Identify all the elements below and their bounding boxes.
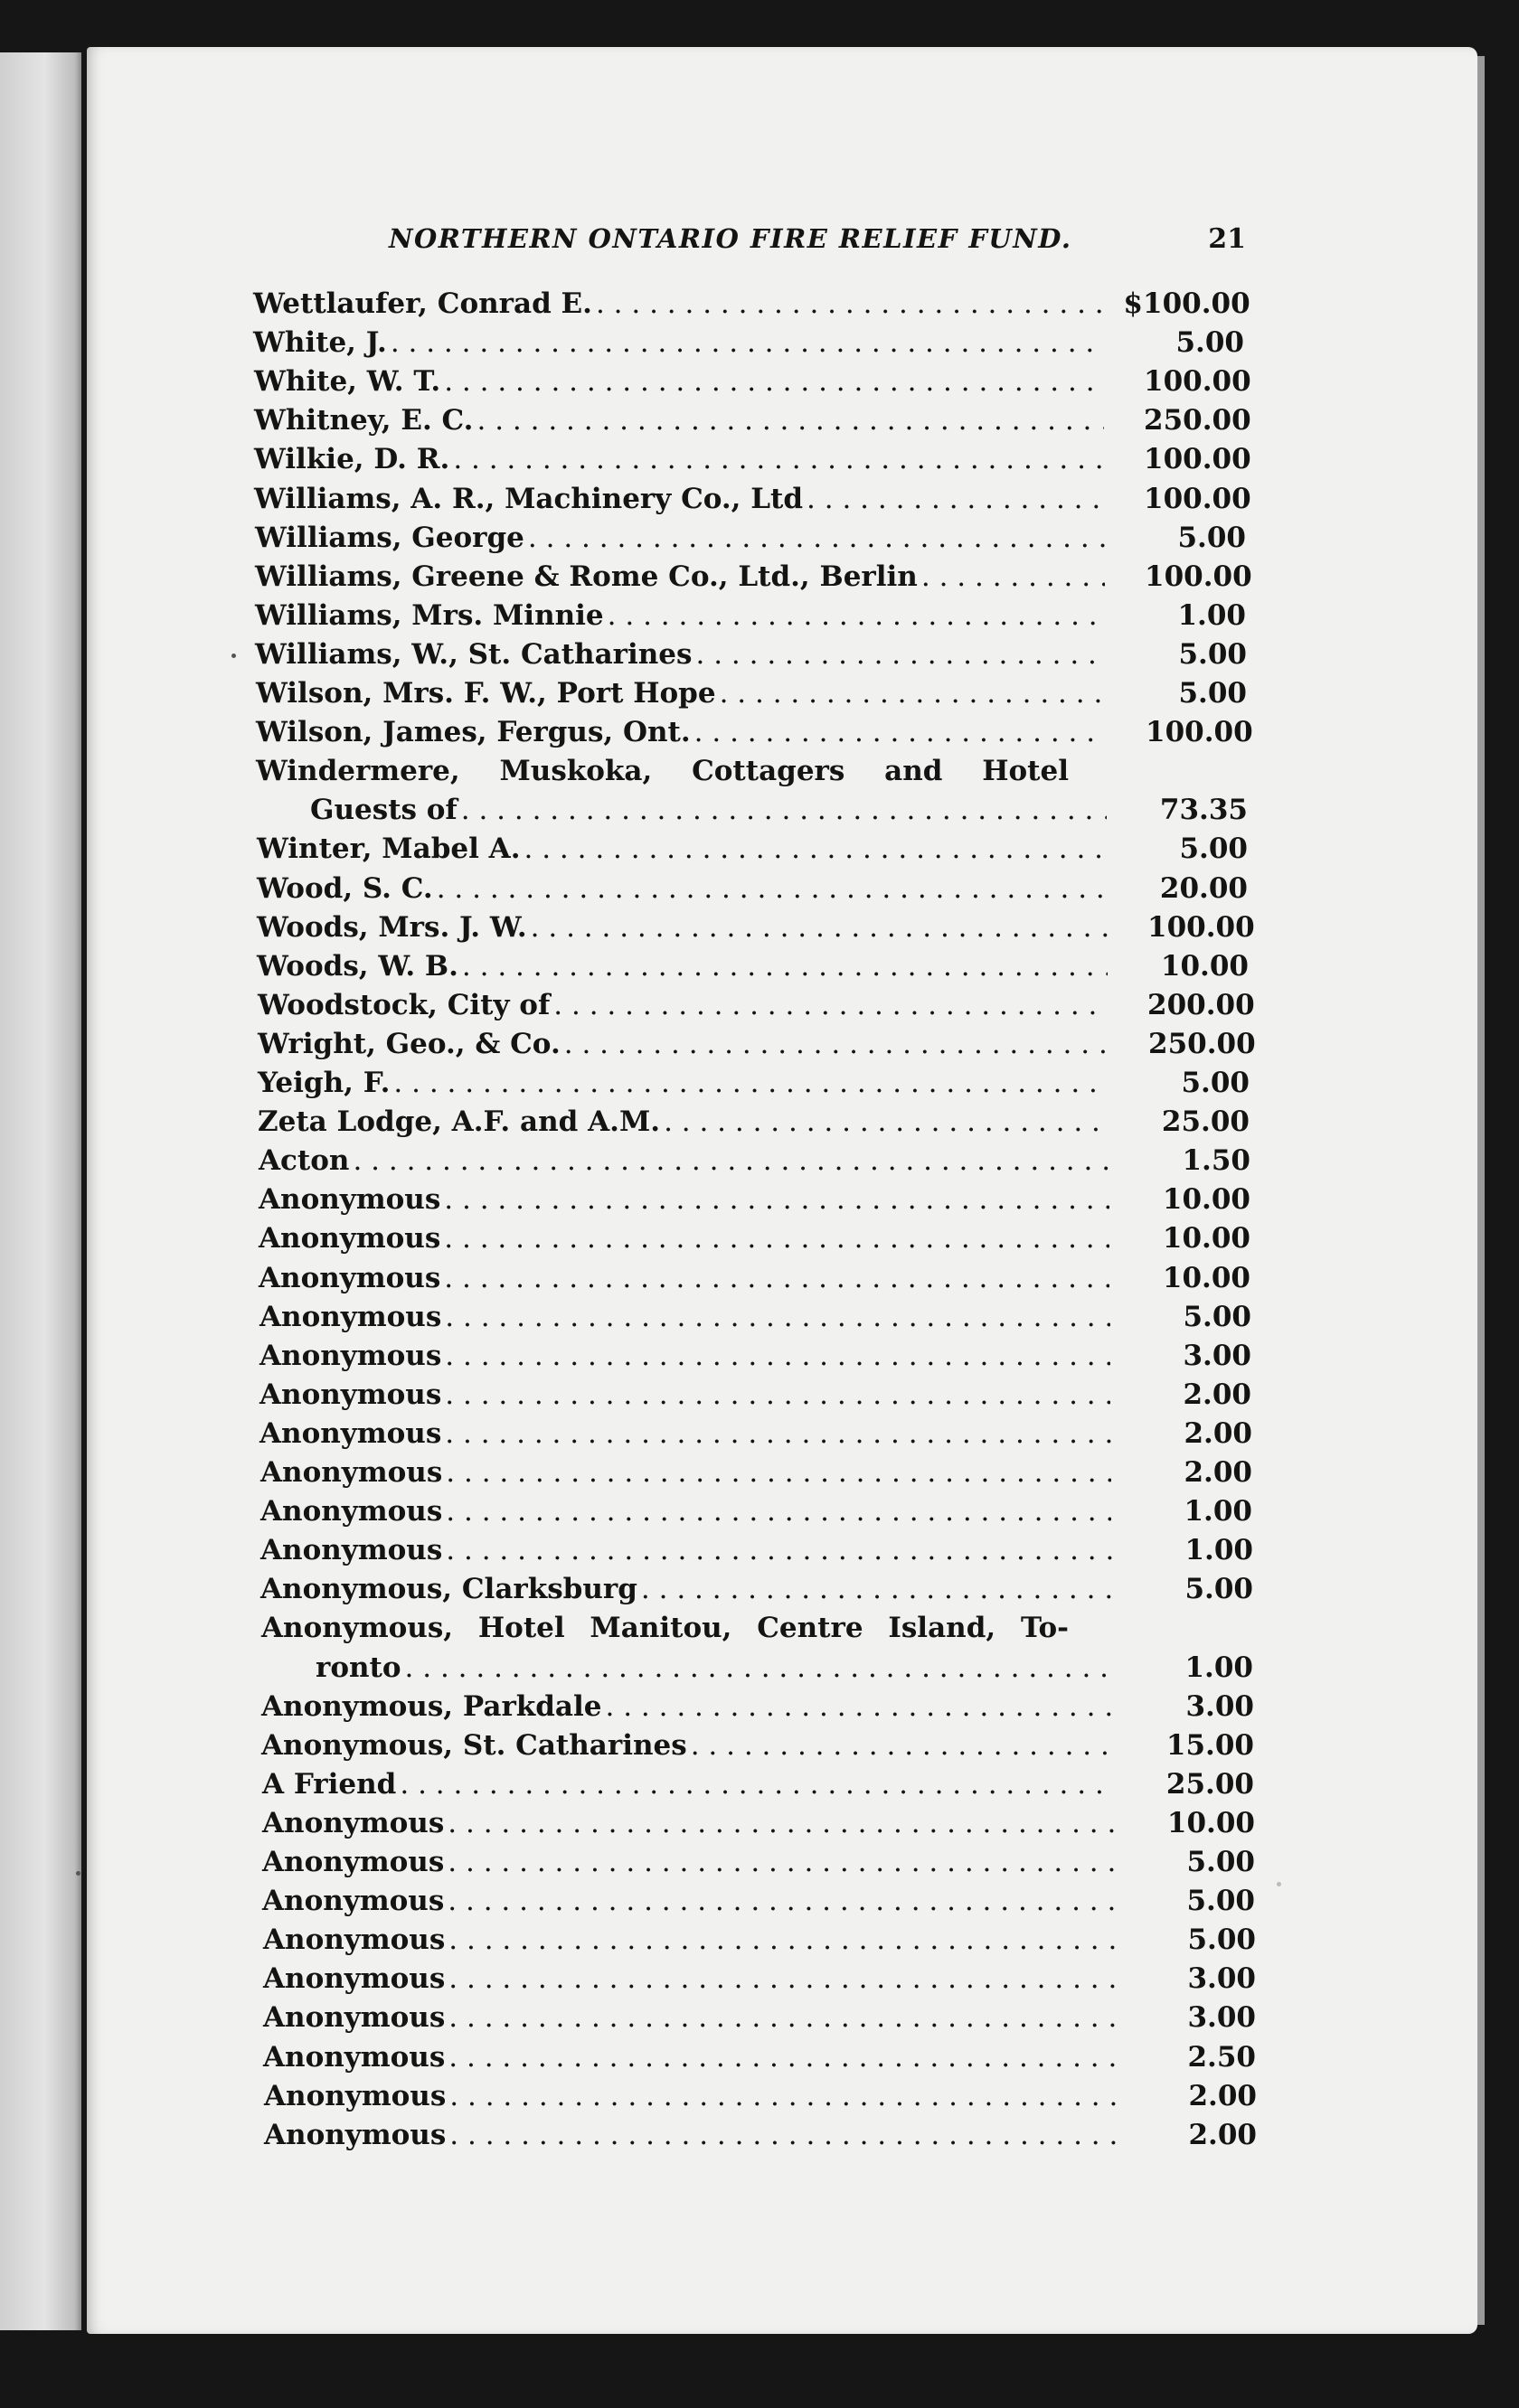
entry-name: Anonymous (260, 1534, 443, 1566)
entry-name: Wilkie, D. R. (254, 443, 450, 475)
entry-amount: 5.00 (1178, 677, 1247, 710)
entry-amount: 100.00 (1144, 365, 1251, 398)
entry-amount: 2.00 (1188, 2080, 1257, 2112)
dot-leader (448, 2001, 1115, 2037)
list-item (264, 2080, 1257, 2116)
list-item (263, 1962, 1256, 1999)
dot-leader (528, 522, 1105, 558)
list-item (255, 560, 1252, 597)
entry-amount: 10.00 (1160, 950, 1249, 983)
entry-name: Anonymous (263, 2001, 446, 2034)
entry-amount: 5.00 (1177, 522, 1246, 554)
dot-leader (448, 1846, 1114, 1882)
list-item (258, 1105, 1250, 1142)
entry-amount: 2.00 (1183, 1378, 1251, 1411)
dot-leader (524, 832, 1107, 869)
dot-leader (461, 794, 1107, 830)
dot-leader (444, 1262, 1109, 1298)
dot-leader (553, 989, 1108, 1025)
dot-leader (641, 1573, 1112, 1609)
list-item (259, 1340, 1251, 1376)
entry-name: Woods, W. B. (257, 950, 458, 983)
currency-symbol: $ (1123, 287, 1143, 320)
dot-leader (596, 287, 1105, 324)
dot-leader (391, 326, 1103, 362)
scan-speck (231, 654, 236, 658)
entry-name: Acton (259, 1144, 350, 1177)
entry-amount: 5.00 (1186, 1846, 1255, 1878)
entry-name: Anonymous (259, 1417, 442, 1450)
list-item (254, 443, 1251, 479)
list-item (264, 2119, 1257, 2155)
entry-name: Anonymous (259, 1262, 441, 1294)
list-item (254, 404, 1251, 440)
list-item (260, 1456, 1252, 1492)
dot-leader (449, 2080, 1116, 2116)
entry-name: Williams, A. R., Machinery Co., Ltd (254, 483, 804, 515)
dot-leader (446, 1534, 1112, 1570)
entry-amount: 20.00 (1159, 872, 1248, 905)
list-item (255, 522, 1246, 558)
list-item (262, 1885, 1255, 1921)
dot-leader (691, 1729, 1113, 1765)
entry-amount: 5.00 (1181, 1067, 1250, 1099)
page-number: 21 (1208, 223, 1246, 255)
entry-name: Anonymous (263, 1924, 446, 1956)
entry-name: Anonymous, Clarksburg (260, 1573, 637, 1605)
entry-name: Guests of (310, 794, 458, 826)
dot-leader (446, 1495, 1111, 1531)
entry-amount: 3.00 (1187, 2001, 1256, 2034)
entry-name: White, W. T. (254, 365, 441, 398)
entry-name: White, J. (253, 326, 387, 359)
list-item (259, 1378, 1251, 1415)
list-item (262, 1807, 1255, 1843)
dot-leader (448, 1924, 1115, 1960)
list-item (259, 1144, 1250, 1180)
entry-amount: 3.00 (1187, 1962, 1256, 1995)
entry-amount: 73.35 (1159, 794, 1248, 826)
dot-leader (444, 1222, 1109, 1258)
dot-leader (449, 2119, 1116, 2155)
entry-name: Anonymous (260, 1456, 443, 1489)
entry-amount: 250.00 (1148, 1028, 1256, 1060)
entry-name: Anonymous (263, 1962, 446, 1995)
list-item (260, 1573, 1253, 1609)
list-item (255, 638, 1247, 674)
dot-leader (444, 1183, 1109, 1219)
entry-amount: 3.00 (1185, 1690, 1254, 1723)
list-item (260, 1534, 1253, 1570)
entry-amount: 250.00 (1144, 404, 1251, 437)
entry-amount: 100.00 (1145, 560, 1252, 593)
entry-amount: 10.00 (1162, 1222, 1250, 1255)
entry-name: Winter, Mabel A. (257, 832, 521, 865)
list-item (254, 483, 1251, 519)
entry-amount: 15.00 (1165, 1729, 1254, 1762)
entry-amount: 5.00 (1187, 1924, 1256, 1956)
entry-name: Williams, W., St. Catharines (255, 638, 693, 671)
entry-name: Anonymous (264, 2080, 447, 2112)
list-item (258, 1067, 1250, 1103)
entry-amount: 100.00 (1144, 483, 1251, 515)
entry-name: Wettlaufer, Conrad E. (253, 287, 592, 320)
dot-leader (445, 1301, 1110, 1337)
list-item (263, 2001, 1256, 2037)
entry-amount: 5.00 (1178, 638, 1247, 671)
dot-leader (608, 599, 1105, 635)
dot-leader (445, 1378, 1110, 1415)
entry-name: Anonymous (259, 1183, 441, 1216)
list-item (310, 794, 1248, 830)
dot-leader (606, 1690, 1113, 1726)
entry-amount: 5.00 (1175, 326, 1244, 359)
list-item (261, 1729, 1254, 1765)
scan-speck (76, 1871, 80, 1876)
entry-name: Wilson, James, Fergus, Ont. (256, 716, 691, 748)
list-item (260, 1495, 1252, 1531)
list-item (256, 716, 1253, 752)
dot-leader (720, 677, 1106, 713)
entry-name: Williams, Mrs. Minnie (255, 599, 604, 632)
entry-amount: 1.00 (1184, 1651, 1253, 1684)
entry-amount: 200.00 (1147, 989, 1255, 1021)
dot-leader (807, 483, 1104, 519)
entry-amount: 5.00 (1184, 1573, 1253, 1605)
entry-name: Wright, Geo., & Co. (258, 1028, 561, 1060)
entry-name-line1: Windermere, Muskoka, Cottagers and Hotel (256, 755, 1069, 787)
dot-leader (445, 1340, 1110, 1376)
dot-leader (437, 872, 1107, 908)
entry-name: Anonymous (262, 1807, 445, 1839)
entry-name: ronto (316, 1651, 401, 1684)
dot-leader (448, 1807, 1114, 1843)
entry-amount: 100.00 (1144, 443, 1251, 475)
entry-name: Anonymous (260, 1495, 443, 1528)
list-item (258, 1028, 1256, 1064)
entry-name: Anonymous (264, 2119, 447, 2151)
entry-name: Anonymous (259, 1301, 442, 1333)
dot-leader (476, 404, 1104, 440)
entry-amount: 2.00 (1184, 1417, 1252, 1450)
entry-name-line1: Anonymous, Hotel Manitou, Centre Island, To- (261, 1612, 1069, 1644)
entry-name: Woodstock, City of (258, 989, 551, 1021)
entry-amount: 2.00 (1184, 1456, 1252, 1489)
entry-name: Anonymous (263, 2041, 446, 2074)
dot-leader (453, 443, 1104, 479)
dot-leader (393, 1067, 1109, 1103)
list-item (259, 1301, 1251, 1337)
dot-leader (400, 1768, 1113, 1804)
entry-amount: 10.00 (1162, 1262, 1250, 1294)
entry-amount: 10.00 (1162, 1183, 1250, 1216)
list-item (257, 911, 1255, 947)
list-item (259, 1222, 1250, 1258)
list-item (253, 287, 1250, 324)
entry-amount: 100.00 (1143, 287, 1250, 320)
dot-leader (448, 1962, 1115, 1999)
entry-name: Woods, Mrs. J. W. (257, 911, 527, 944)
dot-leader (564, 1028, 1109, 1064)
entry-amount: 5.00 (1179, 832, 1248, 865)
dot-leader (531, 911, 1108, 947)
entry-name: Williams, George (255, 522, 524, 554)
list-item (259, 1417, 1252, 1453)
entry-amount: 5.00 (1183, 1301, 1251, 1333)
list-item (262, 1768, 1254, 1804)
entry-name: Williams, Greene & Rome Co., Ltd., Berlin (255, 560, 918, 593)
dot-leader (405, 1651, 1112, 1688)
entry-name: Anonymous (259, 1378, 442, 1411)
entry-amount: 1.00 (1184, 1495, 1252, 1528)
list-item (256, 677, 1247, 713)
list-item (263, 2041, 1256, 2077)
list-item (258, 989, 1255, 1025)
dot-leader (462, 950, 1108, 986)
list-item (261, 1690, 1254, 1726)
dot-leader (448, 1885, 1114, 1921)
entry-amount: 5.00 (1186, 1885, 1255, 1917)
list-item (316, 1651, 1253, 1688)
entry-amount: 25.00 (1165, 1768, 1254, 1801)
list-item (259, 1183, 1250, 1219)
entry-amount: 2.00 (1188, 2119, 1257, 2151)
list-item (263, 1924, 1256, 1960)
entry-amount: 2.50 (1187, 2041, 1256, 2074)
dot-leader (445, 1417, 1111, 1453)
list-item (262, 1846, 1255, 1882)
scan-speck (1277, 1882, 1281, 1886)
entry-name: Anonymous, St. Catharines (261, 1729, 687, 1762)
list-item (254, 365, 1251, 401)
dot-leader (353, 1144, 1109, 1180)
entry-name: Whitney, E. C. (254, 404, 474, 437)
dot-leader (694, 716, 1106, 752)
entry-name: Anonymous (262, 1885, 445, 1917)
entry-amount: 1.00 (1184, 1534, 1253, 1566)
dot-leader (695, 638, 1106, 674)
entry-name: A Friend (262, 1768, 397, 1801)
dot-leader (446, 1456, 1111, 1492)
dot-leader (448, 2041, 1115, 2077)
list-item (257, 872, 1248, 908)
entry-name: Zeta Lodge, A.F. and A.M. (258, 1105, 661, 1138)
entry-amount: 10.00 (1166, 1807, 1255, 1839)
list-item (257, 832, 1248, 869)
entry-name: Anonymous (262, 1846, 445, 1878)
entry-amount: 3.00 (1183, 1340, 1251, 1372)
entry-amount: 1.00 (1177, 599, 1246, 632)
entry-amount: 100.00 (1147, 911, 1255, 944)
entry-name: Wilson, Mrs. F. W., Port Hope (256, 677, 716, 710)
dot-leader (444, 365, 1104, 401)
entry-name: Anonymous, Parkdale (261, 1690, 602, 1723)
list-item (259, 1262, 1250, 1298)
list-item (255, 599, 1246, 635)
dot-leader (664, 1105, 1109, 1142)
entry-amount: 25.00 (1161, 1105, 1250, 1138)
entry-name: Anonymous (259, 1222, 441, 1255)
dot-leader (921, 560, 1105, 597)
entry-name: Anonymous (259, 1340, 442, 1372)
entry-amount: 100.00 (1146, 716, 1253, 748)
entry-name: Wood, S. C. (257, 872, 433, 905)
list-item (253, 326, 1244, 362)
header-title: NORTHERN ONTARIO FIRE RELIEF FUND. (389, 223, 1072, 254)
entry-name: Yeigh, F. (258, 1067, 391, 1099)
entry-amount: 1.50 (1182, 1144, 1250, 1177)
list-item (257, 950, 1249, 986)
